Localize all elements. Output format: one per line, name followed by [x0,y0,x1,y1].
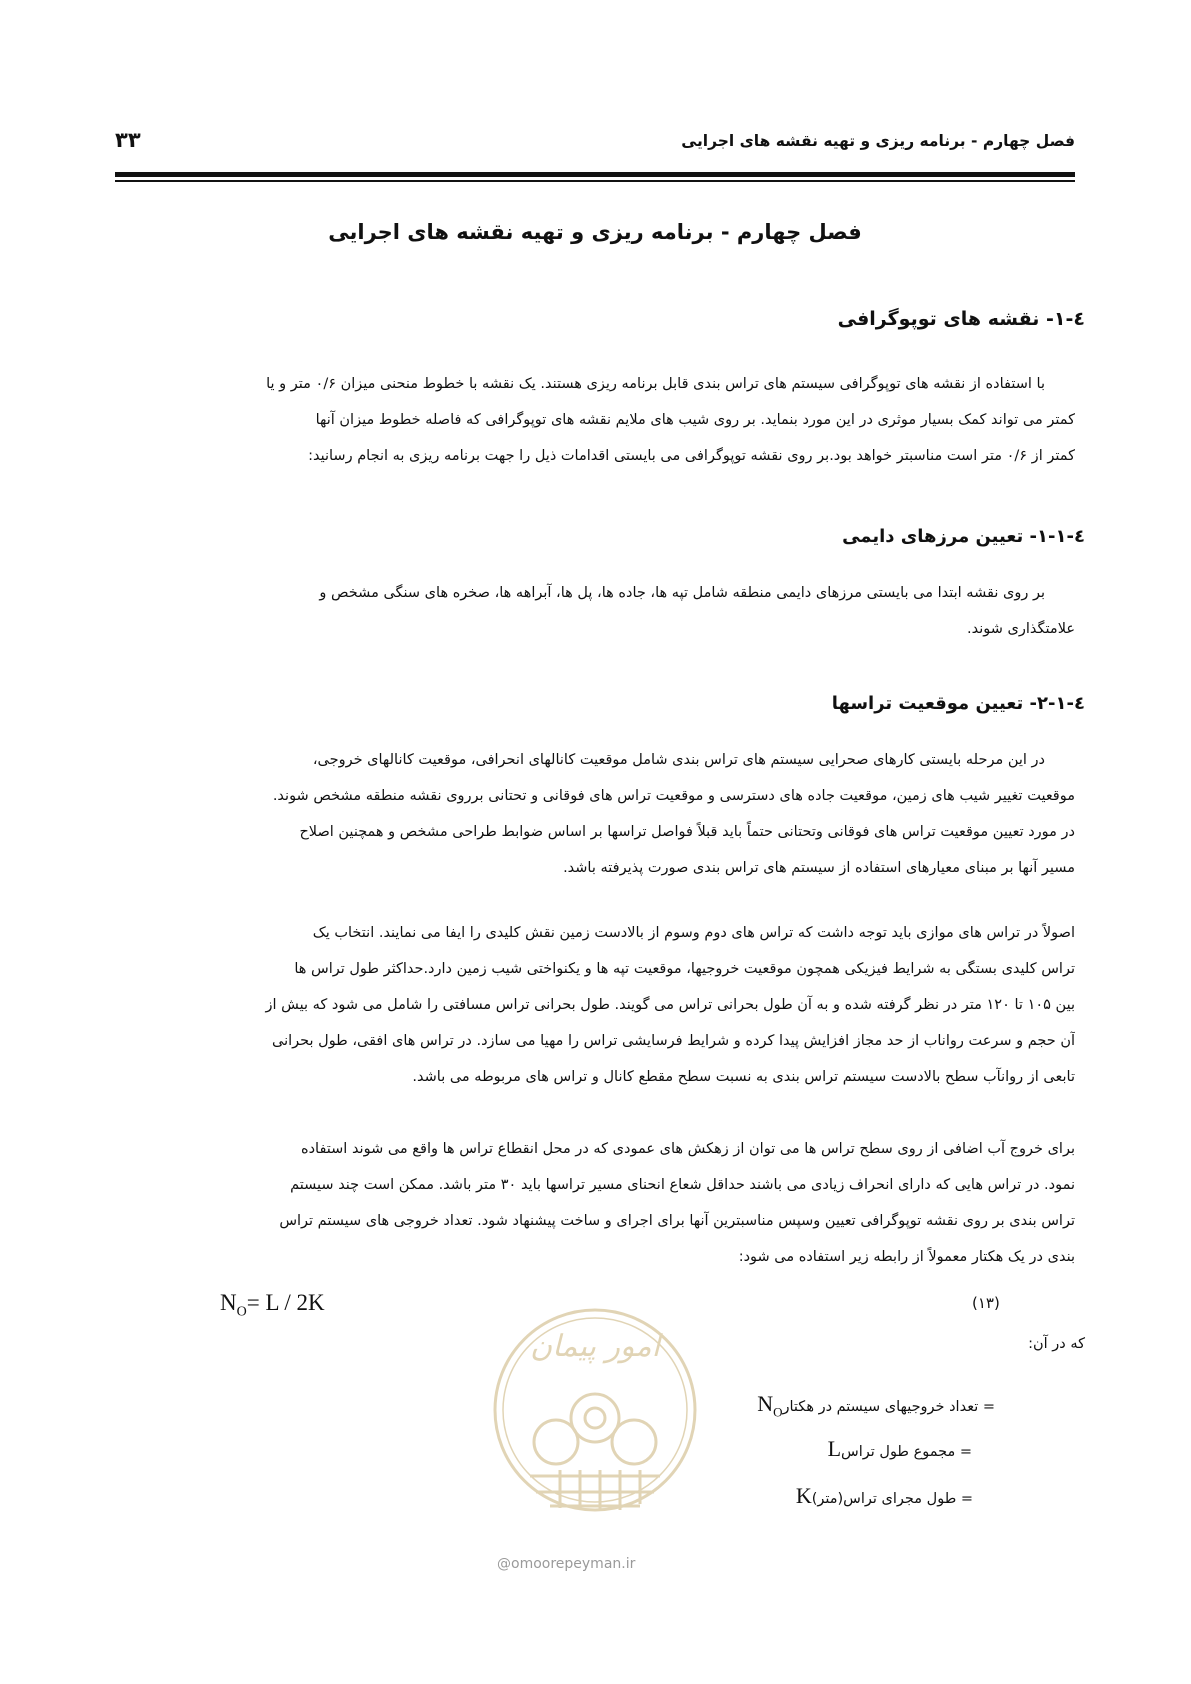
paragraph-line: کمتر می تواند کمک بسیار موثری در این مورد بنماید. بر روی شیب های ملایم نقشه های توپوگرافی که فاصله خطوط میزان آنها [315,412,1075,428]
section-4-1-1-paragraph [115,575,1075,647]
paragraph-line: کمتر از ۰/۶ متر است مناسبتر خواهد بود.بر روی نقشه توپوگرافی می بایستی اقدامات ذیل را جهت برنامه ریزی به انجام رسانید: [308,448,1075,464]
section-4-1-2-paragraph-3 [115,1131,1075,1275]
watermark-logo-icon [488,1290,703,1555]
paragraph-line: علامتگذاری شوند. [967,621,1075,637]
section-4-1-2-paragraph-2 [115,915,1075,1095]
paragraph-line: مسیر آنها بر مبنای معیارهای استفاده از سیستم های تراس بندی صورت پذیرفته باشد. [563,860,1075,876]
chapter-title: فصل چهارم - برنامه ریزی و تهیه نقشه های اجرایی [328,220,862,244]
equation-rhs: = L / 2K [246,1290,325,1315]
section-4-1-2-paragraph-1 [115,742,1075,886]
section-4-1-paragraph [115,366,1075,474]
paragraph-line: تراس کلیدی بستگی به شرایط فیزیکی همچون موقعیت خروجیها، موقعیت تپه ها و یکنواختی شیب زمین دارد.حداکثر طول تراس ها [294,961,1075,977]
paragraph-line: بر روی نقشه ابتدا می بایستی مرزهای دایمی منطقه شامل تپه ها، جاده ها، پل ها، آبراهه ها، صخره های سنگی مشخص و [319,585,1045,601]
header-rule-thick [115,172,1075,177]
paragraph-line: تابعی از روانآب سطح بالادست سیستم تراس بندی به نسبت سطح مقطع کانال و تراس های مربوطه می باشد. [412,1069,1075,1085]
paragraph-line: بین ۱۰۵ تا ۱۲۰ متر در نظر گرفته شده و به آن طول بحرانی تراس می گویند. طول بحرانی تراس مسافتی را شامل می شود که بیش از [265,997,1075,1013]
page-number: ۳۳ [115,128,141,152]
symbol-main: N [757,1391,774,1416]
watermark-logo-text: امور پیمان [530,1329,660,1364]
definition-no [757,1391,995,1420]
where-label: که در آن: [1028,1336,1085,1352]
watermark-site: @omoorepeyman.ir [497,1556,636,1572]
section-heading-4-1: ٤-١- نقشه های توپوگرافی [837,308,1085,330]
definition-symbol [757,1391,783,1420]
paragraph-line: در این مرحله بایستی کارهای صحرایی سیستم های تراس بندی شامل موقعیت کانالهای انحرافی، موقعیت کانالهای خروجی، [312,752,1045,768]
paragraph-line: تراس بندی بر روی نقشه توپوگرافی تعیین وسپس مناسبترین آنها برای اجرای و ساخت پیشنهاد شود. تعداد خروجی های سیستم تراس [279,1213,1075,1229]
definition-symbol: K [795,1483,812,1508]
paragraph-line: نمود. در تراس هایی که دارای انحراف زیادی می باشند حداقل شعاع انحنای مسیر تراسها باید ۳۰ متر باشد. ممکن است چند سیستم [290,1177,1075,1193]
definition-text: = تعداد خروجیهای سیستم در هکتار [782,1399,995,1415]
section-heading-4-1-1: ٤-١-١- تعیین مرزهای دایمی [842,526,1085,547]
definition-text: = طول مجرای تراس(متر) [811,1491,973,1507]
equation [220,1290,325,1321]
equation-lhs: N [220,1290,237,1315]
definition-symbol: L [827,1436,842,1461]
paragraph-line: با استفاده از نقشه های توپوگرافی سیستم های تراس بندی قابل برنامه ریزی هستند. یک نقشه با خطوط منحنی میزان ۰/۶ متر و یا [266,376,1045,392]
header-rule-thin [115,180,1075,182]
paragraph-line: آن حجم و سرعت رواناب از حد مجاز افزایش پیدا کرده و شرایط فرسایشی تراس را مهیا می سازد. در تراس های افقی، طول بحرانی [272,1033,1075,1049]
definition-l [828,1436,972,1462]
paragraph-line: موقعیت تغییر شیب های زمین، موقعیت جاده های دسترسی و موقعیت تراس های فوقانی و تحتانی برروی نقشه منطقه مشخص شوند. [272,788,1075,804]
definition-text: = مجموع طول تراس [841,1444,972,1460]
equation-number: (۱۳) [972,1294,1000,1312]
running-title: فصل چهارم - برنامه ریزی و تهیه نقشه های اجرایی [681,132,1075,150]
paragraph-line: در مورد تعیین موقعیت تراس های فوقانی وتحتانی حتماً باید قبلاً فواصل تراسها بر اساس ضوابط طراحی مشخص و همچنین اصلاح [299,824,1075,840]
paragraph-line: برای خروج آب اضافی از روی سطح تراس ها می توان از زهکش های عمودی که در محل انقطاع تراس ها واقع می شوند استفاده [300,1141,1075,1157]
equation-lhs-subscript: O [236,1304,247,1320]
symbol-subscript: O [773,1404,783,1420]
definition-k [796,1483,973,1509]
running-header [115,128,1075,162]
section-heading-4-1-2: ٤-١-٢- تعیین موقعیت تراسها [831,693,1085,714]
paragraph-line: بندی در یک هکتار معمولاً از رابطه زیر استفاده می شود: [738,1249,1075,1265]
paragraph-line: اصولاً در تراس های موازی باید توجه داشت که تراس های دوم وسوم از بالادست زمین نقش کلیدی را ایفا می نمایند. انتخاب یک [312,925,1075,941]
